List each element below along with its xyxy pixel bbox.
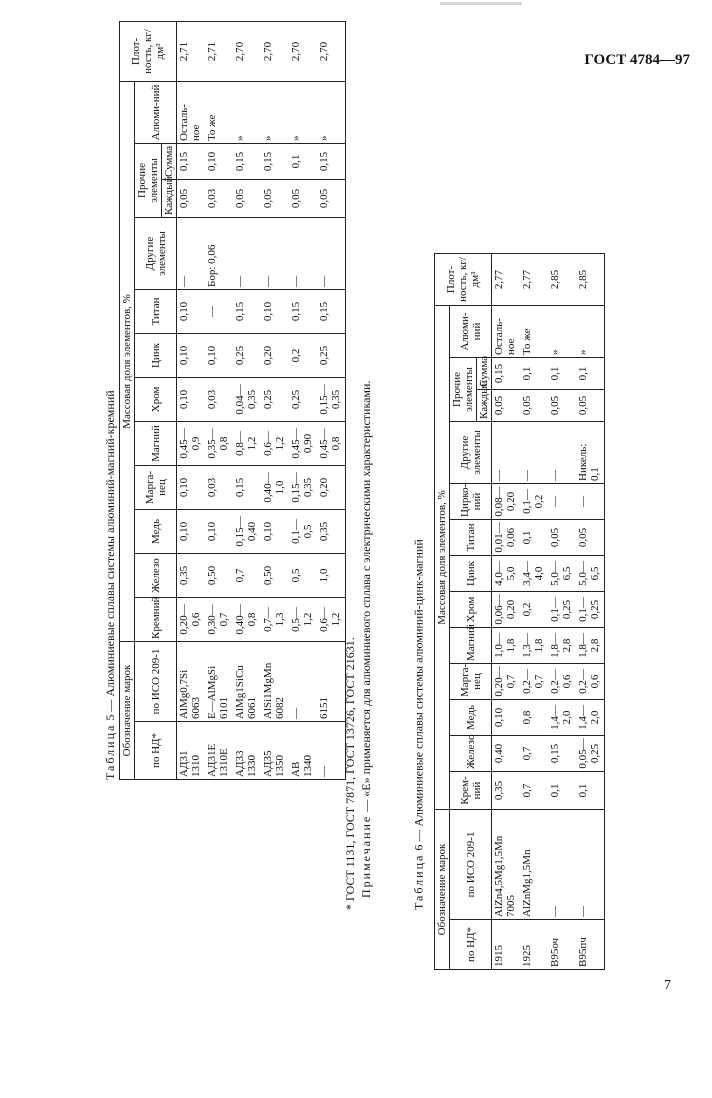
t6-head-nd: по НД*: [450, 920, 492, 970]
cell-al: »: [261, 81, 289, 143]
cell-nd: В95пч: [576, 920, 605, 970]
cell-other: —: [233, 218, 261, 290]
scan-artifact: [440, 2, 522, 5]
cell-zn: 0,25: [233, 334, 261, 378]
cell-mn: 0,15: [233, 466, 261, 510]
cell-other: Никель: 0,1: [576, 422, 605, 484]
cell-mg: 0,45— 0,8: [317, 422, 346, 466]
cell-sum: 0,15: [492, 358, 521, 390]
cell-iso: AlMg0,7Si 6063: [177, 642, 206, 722]
cell-mg: 1,8— 2,8: [548, 628, 576, 664]
table-row: [205, 21, 233, 779]
cell-ti: 0,05: [548, 520, 576, 556]
cell-fe: 0,05— 0,25: [576, 736, 605, 772]
cell-mn: 0,40— 1,0: [261, 466, 289, 510]
cell-cr: 0,15— 0,35: [317, 378, 346, 422]
table-row: [576, 253, 605, 969]
t5-head-nd: по НД*: [135, 722, 177, 780]
cell-al: То же: [520, 305, 548, 357]
cell-other: —: [289, 218, 317, 290]
cell-si: 0,7— 1,3: [261, 598, 289, 642]
cell-al: Осталь- ное: [177, 81, 206, 143]
cell-sum: 0,10: [205, 144, 233, 180]
cell-mn: 0,20— 0,7: [492, 664, 521, 700]
cell-cu: 0,10: [261, 510, 289, 554]
cell-si: 0,35: [492, 772, 521, 810]
table6-body: [492, 253, 605, 969]
cell-nd: АД31Е 1310Е: [205, 722, 233, 780]
cell-other: —: [261, 218, 289, 290]
t5-head-other: Другие элементы: [135, 218, 177, 290]
cell-ti: 0,15: [317, 290, 346, 334]
cell-mn: 0,2— 0,6: [548, 664, 576, 700]
cell-cr: 0,25: [289, 378, 317, 422]
cell-ti: —: [205, 290, 233, 334]
cell-iso: —: [289, 642, 317, 722]
cell-density: 2,71: [177, 21, 206, 81]
cell-nd: АД35 1350: [261, 722, 289, 780]
cell-fe: 0,35: [177, 554, 206, 598]
t6-head-fe: Железо: [450, 736, 492, 772]
cell-zn: 4,0— 5,0: [492, 556, 521, 592]
cell-si: 0,20— 0,6: [177, 598, 206, 642]
cell-zn: 5,0— 6,5: [548, 556, 576, 592]
t6-head-other: Другие элементы: [450, 422, 492, 484]
cell-sum: 0,1: [520, 358, 548, 390]
cell-cu: 0,35: [317, 510, 346, 554]
cell-iso: AlZn4,5Mg1,5Mn 7005: [492, 810, 521, 920]
t5-head-si: Кремний: [135, 598, 177, 642]
cell-other: —: [492, 422, 521, 484]
cell-cu: 0,15— 0,40: [233, 510, 261, 554]
cell-zn: 0,2: [289, 334, 317, 378]
cell-mn: 0,10: [177, 466, 206, 510]
t6-head-mass: Массовая доля элементов, %: [435, 305, 450, 809]
cell-mg: 0,6— 1,2: [261, 422, 289, 466]
table5: [119, 21, 346, 780]
table-row: [548, 253, 576, 969]
cell-cr: 0,10: [177, 378, 206, 422]
cell-nd: —: [317, 722, 346, 780]
cell-cu: 1,4— 2,0: [576, 700, 605, 736]
cell-mg: 0,45— 0,9: [177, 422, 206, 466]
table6-caption: Таблица 6 — Алюминиевые сплавы системы алюминий-цинк-магний: [411, 539, 426, 910]
t6-head-cu: Медь: [450, 700, 492, 736]
cell-nd: 1925: [520, 920, 548, 970]
cell-al: »: [289, 81, 317, 143]
cell-al: »: [317, 81, 346, 143]
cell-fe: 0,5: [289, 554, 317, 598]
cell-ti: 0,10: [177, 290, 206, 334]
table6: [434, 253, 605, 970]
cell-mn: 0,03: [205, 466, 233, 510]
cell-other: —: [520, 422, 548, 484]
cell-si: 0,30— 0,7: [205, 598, 233, 642]
cell-cu: 0,10: [205, 510, 233, 554]
cell-density: 2,70: [289, 21, 317, 81]
cell-sum: 0,15: [261, 144, 289, 180]
cell-cr: 0,04— 0,35: [233, 378, 261, 422]
cell-mn: 0,2— 0,6: [576, 664, 605, 700]
table-row: [289, 21, 317, 779]
cell-other: —: [548, 422, 576, 484]
t5-head-designation: Обозначение марок: [120, 642, 135, 780]
cell-al: »: [548, 305, 576, 357]
t5-head-density: Плот-ность, кг/дм³: [120, 21, 177, 81]
cell-nd: В95оч: [548, 920, 576, 970]
cell-cr: 0,1— 0,25: [576, 592, 605, 628]
cell-ti: 0,10: [261, 290, 289, 334]
cell-fe: 0,7: [520, 736, 548, 772]
cell-mn: 0,15— 0,35: [289, 466, 317, 510]
cell-cu: 0,1— 0,5: [289, 510, 317, 554]
cell-density: 2,77: [492, 253, 521, 305]
t6-head-zr: Цирко-ний: [450, 484, 492, 520]
cell-cu: 1,4— 2,0: [548, 700, 576, 736]
cell-cr: 0,06— 0,20: [492, 592, 521, 628]
cell-zr: 0,08— 0,20: [492, 484, 521, 520]
table5-body: [177, 21, 346, 779]
cell-density: 2,85: [576, 253, 605, 305]
cell-cu: 0,8: [520, 700, 548, 736]
t5-head-prochie: Прочие элементы: [135, 144, 162, 218]
cell-mg: 1,3— 1,8: [520, 628, 548, 664]
t5-head-mass: Массовая доля элементов, %: [120, 81, 135, 641]
cell-iso: —: [548, 810, 576, 920]
cell-sum: 0,1: [289, 144, 317, 180]
t6-head-si: Крем-ний: [450, 772, 492, 810]
cell-density: 2,70: [233, 21, 261, 81]
cell-each: 0,05: [576, 390, 605, 422]
t6-head-density: Плот-ность, кг/дм³: [435, 253, 492, 305]
t5-head-fe: Железо: [135, 554, 177, 598]
cell-cu: 0,10: [492, 700, 521, 736]
table-row: [177, 21, 206, 779]
t6-head-ti: Титан: [450, 520, 492, 556]
cell-zn: 3,4— 4,0: [520, 556, 548, 592]
cell-zn: 0,25: [317, 334, 346, 378]
t6-head-mn: Марга-нец: [450, 664, 492, 700]
cell-zr: —: [548, 484, 576, 520]
cell-other: —: [177, 218, 206, 290]
cell-si: 0,6— 1,2: [317, 598, 346, 642]
cell-cu: 0,10: [177, 510, 206, 554]
cell-si: 0,1: [548, 772, 576, 810]
cell-each: 0,05: [261, 180, 289, 218]
cell-ti: 0,15: [289, 290, 317, 334]
table5-block: [101, 29, 342, 780]
cell-cr: 0,25: [261, 378, 289, 422]
t6-head-prochie: Прочие элементы: [450, 358, 477, 422]
cell-mg: 0,8— 1,2: [233, 422, 261, 466]
cell-ti: 0,05: [576, 520, 605, 556]
cell-iso: AlSi1MgMn 6082: [261, 642, 289, 722]
cell-fe: 1,0: [317, 554, 346, 598]
t5-head-each: Каждый: [162, 180, 177, 218]
table5-note: Примечание — «Е» применяется для алюминиевого сплава с электрическими характеристиками.: [359, 380, 373, 898]
cell-al: »: [233, 81, 261, 143]
t5-head-al: Алюми-ний: [135, 81, 177, 143]
cell-zn: 5,0— 6,5: [576, 556, 605, 592]
cell-nd: 1915: [492, 920, 521, 970]
cell-mn: 0,2— 0,7: [520, 664, 548, 700]
cell-ti: 0,1: [520, 520, 548, 556]
cell-fe: 0,40: [492, 736, 521, 772]
cell-each: 0,05: [233, 180, 261, 218]
t5-head-cr: Хром: [135, 378, 177, 422]
cell-sum: 0,1: [576, 358, 605, 390]
cell-sum: 0,15: [177, 144, 206, 180]
cell-density: 2,77: [520, 253, 548, 305]
page-number: 7: [664, 978, 671, 993]
cell-cr: 0,1— 0,25: [548, 592, 576, 628]
cell-zr: 0,1— 0,2: [520, 484, 548, 520]
cell-nd: АВ 1340: [289, 722, 317, 780]
cell-iso: 6151: [317, 642, 346, 722]
cell-si: 0,7: [520, 772, 548, 810]
table-row: [233, 21, 261, 779]
t6-head-cr: Хром: [450, 592, 492, 628]
cell-each: 0,05: [492, 390, 521, 422]
t6-head-sum: Сумма: [477, 358, 492, 390]
cell-zn: 0,20: [261, 334, 289, 378]
table5-footnote: * ГОСТ 1131, ГОСТ 7871, ГОСТ 13726, ГОСТ 21631.: [343, 637, 357, 910]
cell-density: 2,70: [261, 21, 289, 81]
cell-cr: 0,03: [205, 378, 233, 422]
cell-density: 2,71: [205, 21, 233, 81]
cell-iso: AlMg1SiCu 6061: [233, 642, 261, 722]
t6-head-each: Каждый: [477, 390, 492, 422]
cell-density: 2,85: [548, 253, 576, 305]
table5-notes: [342, 210, 374, 910]
cell-each: 0,05: [177, 180, 206, 218]
table-row: [261, 21, 289, 779]
t5-head-iso: по ИСО 209-1: [135, 642, 177, 722]
table6-block: [434, 257, 682, 970]
table-row: [492, 253, 521, 969]
cell-al: То же: [205, 81, 233, 143]
t6-head-al: Алюми-ний: [450, 305, 492, 357]
t5-head-zn: Цинк: [135, 334, 177, 378]
cell-sum: 0,1: [548, 358, 576, 390]
cell-mg: 1,8— 2,8: [576, 628, 605, 664]
cell-zn: 0,10: [205, 334, 233, 378]
t5-head-ti: Титан: [135, 290, 177, 334]
t6-head-iso: по ИСО 209-1: [450, 810, 492, 920]
cell-si: 0,40— 0,8: [233, 598, 261, 642]
cell-each: 0,03: [205, 180, 233, 218]
cell-mn: 0,20: [317, 466, 346, 510]
cell-cr: 0,2: [520, 592, 548, 628]
cell-iso: AlZnMg1,5Mn: [520, 810, 548, 920]
cell-nd: АД31 1310: [177, 722, 206, 780]
cell-mg: 1,0— 1,8: [492, 628, 521, 664]
cell-zn: 0,10: [177, 334, 206, 378]
cell-mg: 0,35— 0,8: [205, 422, 233, 466]
cell-other: —: [317, 218, 346, 290]
cell-nd: АД33 1330: [233, 722, 261, 780]
cell-each: 0,05: [289, 180, 317, 218]
cell-al: Осталь- ное: [492, 305, 521, 357]
cell-si: 0,1: [576, 772, 605, 810]
standard-header: ГОСТ 4784—97: [584, 52, 690, 68]
cell-fe: 0,7: [233, 554, 261, 598]
table-row: [520, 253, 548, 969]
t5-head-mn: Марга-нец: [135, 466, 177, 510]
cell-each: 0,05: [317, 180, 346, 218]
cell-fe: 0,50: [205, 554, 233, 598]
t5-head-sum: Сумма: [162, 144, 177, 180]
cell-ti: 0,01— 0,06: [492, 520, 521, 556]
cell-sum: 0,15: [233, 144, 261, 180]
table5-caption: Таблица 5 — Алюминиевые сплавы системы алюминий-магний-кремний: [103, 390, 117, 780]
cell-mg: 0,45— 0,90: [289, 422, 317, 466]
cell-iso: —: [576, 810, 605, 920]
t6-head-designation: Обозначение марок: [435, 810, 450, 970]
cell-fe: 0,50: [261, 554, 289, 598]
t6-head-zn: Цинк: [450, 556, 492, 592]
t6-head-mg: Магний: [450, 628, 492, 664]
cell-iso: E—AlMgSi 6101: [205, 642, 233, 722]
cell-ti: 0,15: [233, 290, 261, 334]
cell-density: 2,70: [317, 21, 346, 81]
cell-each: 0,05: [520, 390, 548, 422]
cell-al: »: [576, 305, 605, 357]
cell-fe: 0,15: [548, 736, 576, 772]
cell-each: 0,05: [548, 390, 576, 422]
t5-head-mg: Магний: [135, 422, 177, 466]
cell-sum: 0,15: [317, 144, 346, 180]
cell-other: Бор: 0,06: [205, 218, 233, 290]
cell-si: 0,5— 1,2: [289, 598, 317, 642]
cell-zr: —: [576, 484, 605, 520]
t5-head-cu: Медь: [135, 510, 177, 554]
